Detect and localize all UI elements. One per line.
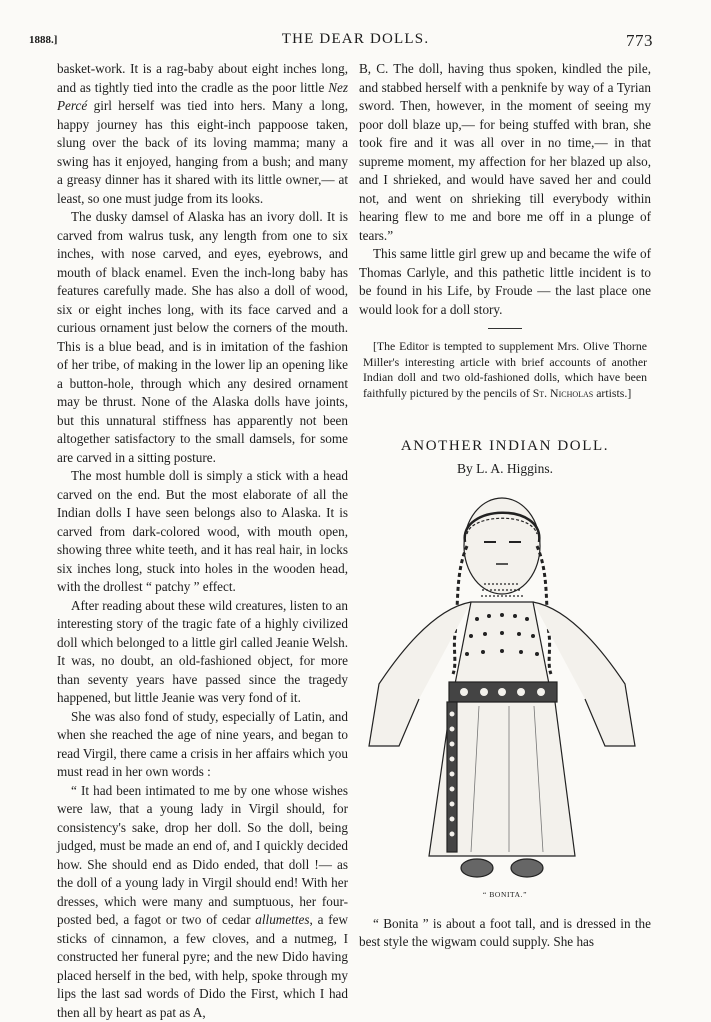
editor-note: [The Editor is tempted to supplement Mrs. Olive Thorne Miller's interesting article with brief accounts of another Indian doll and two old-fashioned dolls, which have been faithfully pictured by the pencils of St. Nicholas artists.] [363,339,647,401]
quoted-paragraph: “ It had been intimated to me by one whose wishes were law, that a young lady in Virgil should, for consistency's sake, drop her doll. So the doll, being judged, must be made an end of, and I quickly decided how. She should end as Dido ended, that doll !— as the doll of a young lady in Virgil should end! With her dresses, which were many and sumptuous, her four-posted bed, a fagot or two of cedar allumettes, a few sticks of cinnamon, a few cloves, and a nutmeg, I constructed her funeral pyre; and the new Dido having placed herself in the bed, with help, spoke through my lips the last sad words of Dido the First, which I had then all by heart as pat as A, [57,782,348,1022]
paragraph: The most humble doll is simply a stick with a head carved on the end. But the most elaborate of all the Indian dolls I have seen belongs also to Alaska. It is carved from dark-colored wood, with mouth open, showing three white teeth, and it has real hair, in locks six inches long, stuck into holes in the wooden head, with the drollest “ patchy ” effect. [57,467,348,597]
byline: By L. A. Higgins. [359,460,651,479]
right-column [359,60,651,952]
figure-caption: “ BONITA.” [359,886,651,905]
paragraph: She was also fond of study, especially of Latin, and when she reached the age of nine years, and began to read Virgil, there came a crisis in her affairs which you must read in her own words : [57,708,348,782]
bonita-doll-icon [359,484,651,884]
paragraph: This same little girl grew up and became the wife of Thomas Carlyle, and this pathetic little incident is to be found in his Life, by Froude — the last place one would look for a doll story. [359,245,651,319]
header-year: 1888.] [29,34,57,46]
paragraph: “ Bonita ” is about a foot tall, and is dressed in the best style the wigwam could supply. She has [359,915,651,952]
left-column [57,60,348,1022]
article-title: ANOTHER INDIAN DOLL. [359,437,651,456]
divider [488,328,522,329]
paragraph: After reading about these wild creatures, listen to an interesting story of the tragic fate of a highly civilized doll which belonged to a little girl called Jeanie Welsh. It was, no doubt, an old-fashioned object, for more than seventy years have passed since the tragedy happened, but little Jeanie was very fond of it. [57,597,348,708]
header-title: THE DEAR DOLLS. [0,31,711,48]
bonita-doll-figure [359,484,651,884]
paragraph: B, C. The doll, having thus spoken, kindled the pile, and stabbed herself with a penknife by way of a Tyrian sword. Then, however, in the moment of seeing my poor doll blaze up,— for being stuffed with bran, she took fire and it was all over in no time,— in that supreme moment, my affection for her blazed up also, and I shrieked, and would have saved her and could not, and went on shrieking till everybody within hearing flew to me and bore me off in a plunge of tears.” [359,60,651,245]
paragraph: basket-work. It is a rag-baby about eight inches long, and as tightly tied into the cradle as the poor little Nez Percé girl herself was tied into hers. Many a long, happy journey has this eight-inch pappoose taken, slung over the back of its loving mamma; many a swing has it enjoyed, hanging from a bush; and many a greasy dinner has it shared with its little owner,— at least, so one must judge from its looks. [57,60,348,208]
page-number: 773 [626,31,653,51]
paragraph: The dusky damsel of Alaska has an ivory doll. It is carved from walrus tusk, any length from one to six inches, with nose carved, and eyes, eyebrows, and mouth of black enamel. Even the inch-long baby has features carefully made. She has also a doll of wood, six or eight inches long, with its face carved and a curious ornament just below the corners of the mouth. This is a blue bead, and is in imitation of the fashion of her tribe, of making in the lower lip an opening like a button-hole, through which any desired ornament may be thrust. None of the Alaska dolls have joints, but this unnatural stiffness has apparently not been altogether satisfactory to the small damsels, for some are carved in a sitting posture. [57,208,348,467]
